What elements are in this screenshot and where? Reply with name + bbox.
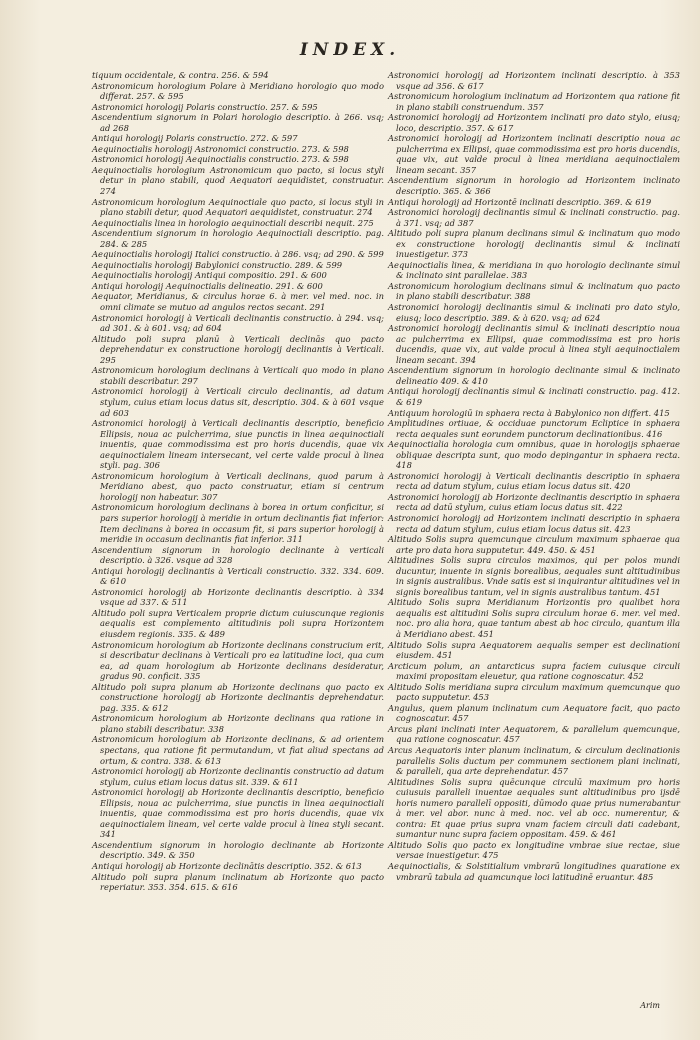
index-entry: Ascendentium signorum in horologio declinante à verticali descriptio. à 326. vsque ad 328 (92, 544, 384, 566)
index-entry: Astronomici horologij à Verticali declinantis descriptio in sphaera recta ad datum stylum, cuius etiam locus datus sit. 420 (388, 470, 680, 492)
index-entry: Aequator, Meridianus, & circulus horae 6. à mer. vel med. noc. in omni climate se mutuo ad angulos rectos secant. 291 (92, 291, 384, 313)
index-entry: Antiquum horologiū in sphaera recta à Babylonico non differt. 415 (388, 407, 670, 418)
page-title: INDEX. (299, 40, 401, 60)
catchword: Arim (640, 1001, 660, 1010)
index-entry: Astronomici horologij ad Horizontem inclinati descriptio noua ac pulcherrima ex Ellipsi, quae commodissima est pro horis ducendis, quae vix, aut valde procul à linea meridiana aequinoctialem lineam secant. 357 (388, 133, 681, 175)
index-entry: Astronomici horologij ad Horizontem inclinati pro dato stylo, eiusq; loco, descriptio. 357. & 617 (388, 112, 680, 133)
index-entry: Astronomici horologij ad Horizontem inclinati descriptio. à 353 vsque ad 356. & 617 (388, 70, 680, 91)
index-entry: Astronomicum horologium ab Horizonte declinans qua ratione in plano stabili describatur. 338 (92, 713, 384, 734)
index-entry: Aequinoctialis horologij Italici constructio. à 286. vsq; ad 290. & 599 (92, 249, 384, 260)
index-entry: Aequinoctialis linea, & meridiana in quo horologio declinante simul & inclinato sint parallelae. 383 (388, 259, 680, 281)
index-entry: Astronomici horologij ab Horizonte declinantis descriptio in sphaera recta ad datū stylum, cuius etiam locus datus sit. 422 (388, 491, 680, 513)
index-entry: Astronomicum horologium declinans simul & inclinatum quo pacto in plano stabili describatur. 388 (388, 280, 680, 302)
index-entry: Altitudo poli supra Verticalem proprie dictum cuiuscunque regionis aequalis est complemento altitudinis poli supra Horizontem eiusdem regionis. 335. & 489 (92, 607, 384, 639)
index-entry: Astronomicum horologium Aequinoctiale quo pacto, si locus styli in plano stabili detur, quod Aequatori aequidistet, construatur. 274 (92, 196, 384, 218)
index-entry: Astronomici horologij à Verticali declinantis descriptio, beneficio Ellipsis, noua ac pulcherrima, siue punctis in linea aequinoctiali inuentis, quae commodissima est pro horis ducendis, quae vix aequinoctialem lineam intersecant, vel certe valde procul à linea styli. pag. 306 (92, 418, 384, 471)
index-entry: Astronomici horologij declinantis simul & inclinati descriptio noua ac pulcherrima ex Ellipsi, quae commodissima est pro horis ducendis, quae vix, aut valde procul à linea styli aequinoctialem lineam secant. 394 (388, 323, 680, 365)
index-entry: Altitudines Solis supra quēcunque circulū maximum pro horis cuiusuis paralleli inuentae aequales sunt altitudinibus pro ijsdē horis numero parallelī oppositi, dūmodo quae prius numerabantur à mer. vel abor. nunc à med. noc. vel ab occ. numerentur, & contra: Et quae prius supra vnam faciem circuli dati cadebant, sumantur nunc supra faciem oppositam. 459. & 461 (388, 776, 680, 840)
index-entry: Astronomicum horologium ab Horizonte declinans, & ad orientem spectans, qua ratione fit permutandum, vt fiat aliud spectans ad ortum, & contra. 338. & 613 (92, 734, 384, 766)
index-entry: Astronomici horologij ad Horizontem inclinati descriptio in sphaera recta ad datum stylum, cuius etiam locus datus sit. 423 (388, 512, 680, 534)
index-entry: Ascendentium signorum in horologio ad Horizontem inclinato descriptio. 365. & 366 (388, 175, 680, 197)
index-entry: Altitudo Solis meridiana supra circulum maximum quemcunque quo pacto supputetur. 453 (388, 681, 680, 703)
index-entry: Aequinoctialis, & Solstitialium vmbrarū longitudines quaratione ex vmbrarū tabula ad quamcunque loci latitudinē eruantur. 485 (388, 861, 680, 882)
index-entry: Ascendentium signorum in horologio Aequinoctiali descriptio. pag. 284. & 285 (92, 228, 384, 249)
index-entry: Antiqui horologij Aequinoctialis delineatio. 291. & 600 (92, 280, 323, 291)
index-entry: Ascendentium signorum in horologio declinante simul & inclinato delineatio 409. & 410 (388, 365, 680, 386)
index-entry: Antiqui horologij declinantis simul & inclinati constructio. pag. 412. & 619 (388, 386, 680, 407)
index-entry: Arcus Aequatoris inter planum inclinatum, & circulum declinationis parallelis Solis ductum per communem sectionem plani inclinati, & paralleli, qua arte deprehendatur. 457 (388, 745, 680, 777)
index-entry: Aequinoctialis horologium Astronomicum quo pacto, si locus styli detur in plano stabili, quod Aequatori aequidistet, construatur. 274 (92, 164, 384, 197)
index-entry: Astronomicum horologium à Verticali declinans, quod parum à Meridiano abest, quo pacto construatur, etiam si centrum horologij non habeatur. 307 (92, 470, 384, 502)
index-entry: Altitudo poli supra planum declinans simul & inclinatum quo modo ex constructione horologij declinantis simul & inclinati inuestigetur. 373 (388, 228, 680, 260)
index-entry: Aequinoctialia horologia cum omnibus, quae in horologijs sphaerae obliquae descripta sunt, quo modo depingantur in sphaera recta. 418 (388, 439, 680, 471)
index-entry: Antiqui horologij Polaris constructio. 272. & 597 (92, 133, 298, 144)
index-entry: Astronomici horologij declinantis simul & inclinati constructio. pag. à 371. vsq; ad 387 (388, 207, 680, 228)
index-entry: Antiqui horologij declinantis à Verticali constructio. 332. 334. 609. & 610 (92, 565, 384, 587)
index-entry: Astronomici horologij à Verticali circulo declinantis, ad datum stylum, cuius etiam locus datus sit, descriptio. 304. & à 601 vsque ad 603 (92, 386, 384, 418)
index-entry: Astronomicum horologium declinans à Verticali quo modo in plano stabili describatur. 297 (92, 365, 384, 386)
index-entry: Antiqui horologij ad Horizontē inclinati descriptio. 369. & 619 (388, 196, 652, 207)
index-entry: Altitudo poli supra planū à Verticali declinās quo pacto deprehendatur ex constructione horologij declinantis à Verticali. 295 (92, 333, 384, 365)
index-entry: Astronomicum horologium ab Horizonte declinans construcium erit, si describatur declinans à Verticali pro ea latitudine loci, qua cum ea, ad quam horologium ab Horizonte declinans desideratur, gradus 90. conficit. 335 (92, 639, 384, 682)
index-entry: Aequinoctialis linea in horologio aequinoctiali describi nequit. 275 (92, 217, 374, 228)
index-entry: Astronomici horologij ab Horizonte declinantis descriptio, beneficio Ellipsis, noua ac pulcherrima, siue punctis in linea aequinoctiali inuentis, quae commodissima est pro horis ducendis, quae vix aequinoctialem lineam, vel certe valde procul à linea styli secant. 341 (92, 787, 384, 840)
index-entry: Aequinoctialis horologij Astronomici constructio. 273. & 598 (92, 143, 349, 154)
index-entry: Ascendentium signorum in horologio declinante ab Horizonte descriptio. 349. & 350 (92, 839, 384, 861)
right-column (388, 70, 680, 882)
index-entry: Altitudo Solis supra Meridianum Horizontis pro qualibet hora aequalis est altitudini Solis supra circulum horae 6. mer. vel med. noc. pro alia hora, quae tantum abest ab hoc circulo, quantum illa à Meridiano abest. 451 (388, 597, 680, 639)
index-entry: Astronomici horologij ab Horizonte declinantis constructio ad datum stylum, cuius etiam locus datus sit. 339. & 611 (92, 766, 384, 787)
index-entry: Aequinoctialis horologij Antiqui compositio. 291. & 600 (92, 270, 327, 281)
index-entry: Aequinoctialis horologij Babylonici constructio. 289. & 599 (92, 259, 343, 270)
index-entry: Altitudo poli supra planum ab Horizonte declinans quo pacto ex constructione horologij ab Horizonte declinantis deprehendatur. pag. 335. & 612 (92, 681, 384, 713)
index-entry: Arcticum polum, an antarcticus supra faciem cuiusque circuli maximi propositam eleuetur, qua ratione cognoscatur. 452 (388, 660, 680, 682)
index-entry: Astronomici horologij Aequinoctialis constructio. 273. & 598 (92, 154, 349, 165)
index-entry: Altitudo Solis quo pacto ex longitudine vmbrae siue rectae, siue versae inuestigetur. 475 (388, 839, 680, 861)
index-entry: Angulus, quem planum inclinatum cum Aequatore facit, quo pacto cognoscatur. 457 (388, 702, 680, 724)
index-entry: tiquum occidentale, & contra. 256. & 594 (92, 70, 269, 80)
index-entry: Antiqui horologij ab Horizonte declinātis descriptio. 352. & 613 (92, 861, 362, 872)
index-entry: Altitudo Solis supra Aequatorem aequalis semper est declinationi eiusdem. 451 (388, 639, 680, 661)
index-entry: Astronomici horologij Polaris constructio. 257. & 595 (92, 101, 318, 112)
index-entry: Ascendentium signorum in Polari horologio descriptio. à 266. vsq; ad 268 (92, 112, 384, 133)
left-column (92, 70, 384, 893)
index-entry: Arcus plani inclinati inter Aequatorem, & parallelum quemcunque, qua ratione cognoscatur. 457 (388, 723, 680, 745)
index-entry: Altitudo poli supra planum inclinatum ab Horizonte quo pacto reperiatur. 353. 354. 615. & 616 (92, 871, 384, 893)
index-entry: Astronomici horologij à Verticali declinantis constructio. à 294. vsq; ad 301. & à 601. vsq; ad 604 (92, 312, 384, 334)
index-entry: Astronomici horologij declinantis simul & inclinati pro dato stylo, eiusq; loco descriptio. 389. & à 620. vsq; ad 624 (388, 302, 680, 323)
index-entry: Amplitudines ortiuae, & occiduae punctorum Ecliptice in sphaera recta aequales sunt eorundem punctorum declinationibus. 416 (388, 418, 680, 439)
index-entry: Astronomicum horologium inclinatum ad Horizontem qua ratione fit in plano stabili construendum. 357 (388, 91, 680, 112)
index-entry: Altitudines Solis supra circulos maximos, qui per polos mundi ducuntur, inuente in signis borealibus, aequales sunt altitudinibus in signis australibus. Vnde satis est si inquirantur altitudines vel in signis borealibus tantum, vel in signis australibus tantum. 451 (388, 555, 680, 597)
index-entry: Astronomicum horologium declinans à borea in ortum conficitur, si pars superior horologij à meridie in ortum declinantis fiat inferior: Item declinans à borea in occasum fit, si pars superior horologij à meridie in occasum declinantis fiat inferior. 311 (92, 502, 384, 545)
index-entry: Altitudo Solis supra quemcunque circulum maximum sphaerae qua arte pro data hora supputetur. 449. 450. & 451 (388, 534, 680, 555)
index-entry: Astronomici horologij ab Horizonte declinantis descriptio. à 334 vsque ad 337. & 511 (92, 586, 384, 608)
index-entry: Astronomicum horologium Polare à Meridiano horologio quo modo differat. 257. & 595 (92, 80, 384, 102)
